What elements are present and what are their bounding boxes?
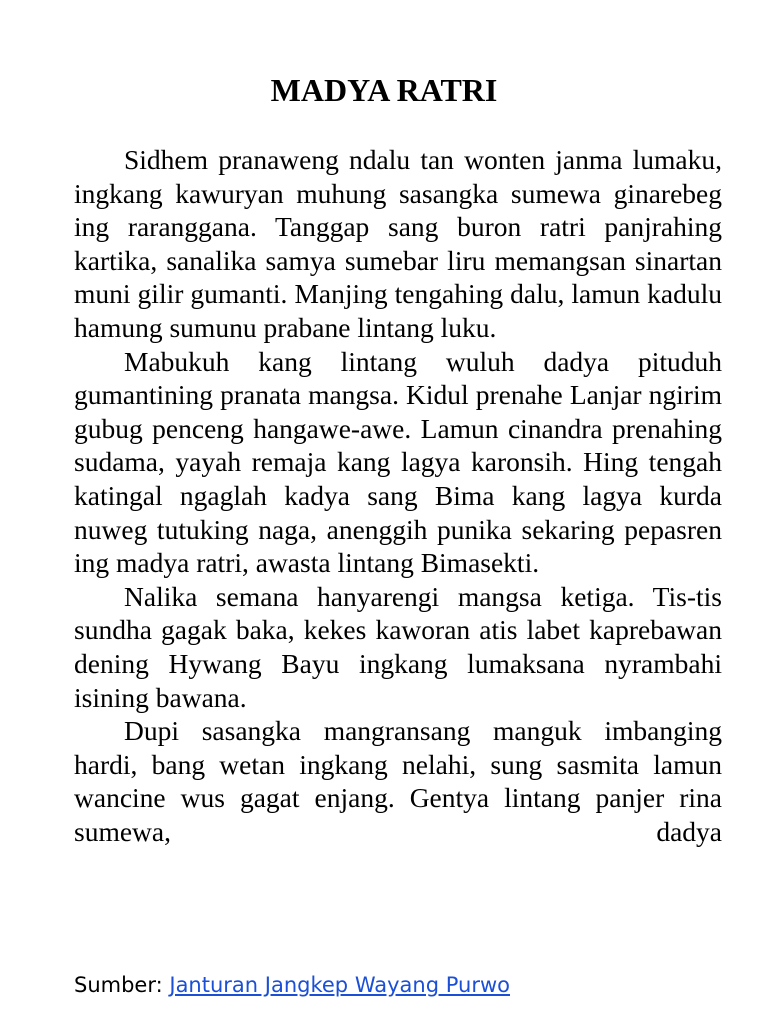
document-title: MADYA RATRI xyxy=(270,72,498,108)
paragraph-1: Sidhem pranaweng ndalu tan wonten janma lumaku, ingkang kawuryan muhung sasangka sumewa ginarebeg ing raranggana. Tanggap sang buron ratri panjrahing kartika, sanalika samya sumebar liru memangsan sinartan muni gilir gumanti. Manjing tengahing dalu, lamun kadulu hamung sumunu prabane lintang luku. xyxy=(74,144,722,343)
source-line xyxy=(74,969,510,1001)
paragraph-3: Nalika semana hanyarengi mangsa ketiga. Tis-tis sundha gagak baka, kekes kaworan atis labet kaprebawan dening Hywang Bayu ingkang lumaksana nyrambahi isining bawana. xyxy=(74,580,722,713)
document-body xyxy=(74,143,722,848)
paragraph-4: Dupi sasangka mangransang manguk imbanging hardi, bang wetan ingkang nelahi, sung sasmita lamun wancine wus gagat enjang. Gentya lintang panjer rina sumewa, dadya xyxy=(74,715,722,847)
paragraph-2: Mabukuh kang lintang wuluh dadya pituduh gumantining pranata mangsa. Kidul prenahe Lanjar ngirim gubug penceng hangawe-awe. Lamun cinandra prenahing sudama, yayah remaja kang lagya karonsih. Hing tengah katingal ngaglah kadya sang Bima kang lagya kurda nuweg tutuking naga, anenggih punika sekaring pepasren ing madya ratri, awasta lintang Bimasekti. xyxy=(74,345,722,579)
source-label: Sumber: xyxy=(74,973,170,997)
source-link[interactable]: Janturan Jangkep Wayang Purwo xyxy=(169,973,510,997)
